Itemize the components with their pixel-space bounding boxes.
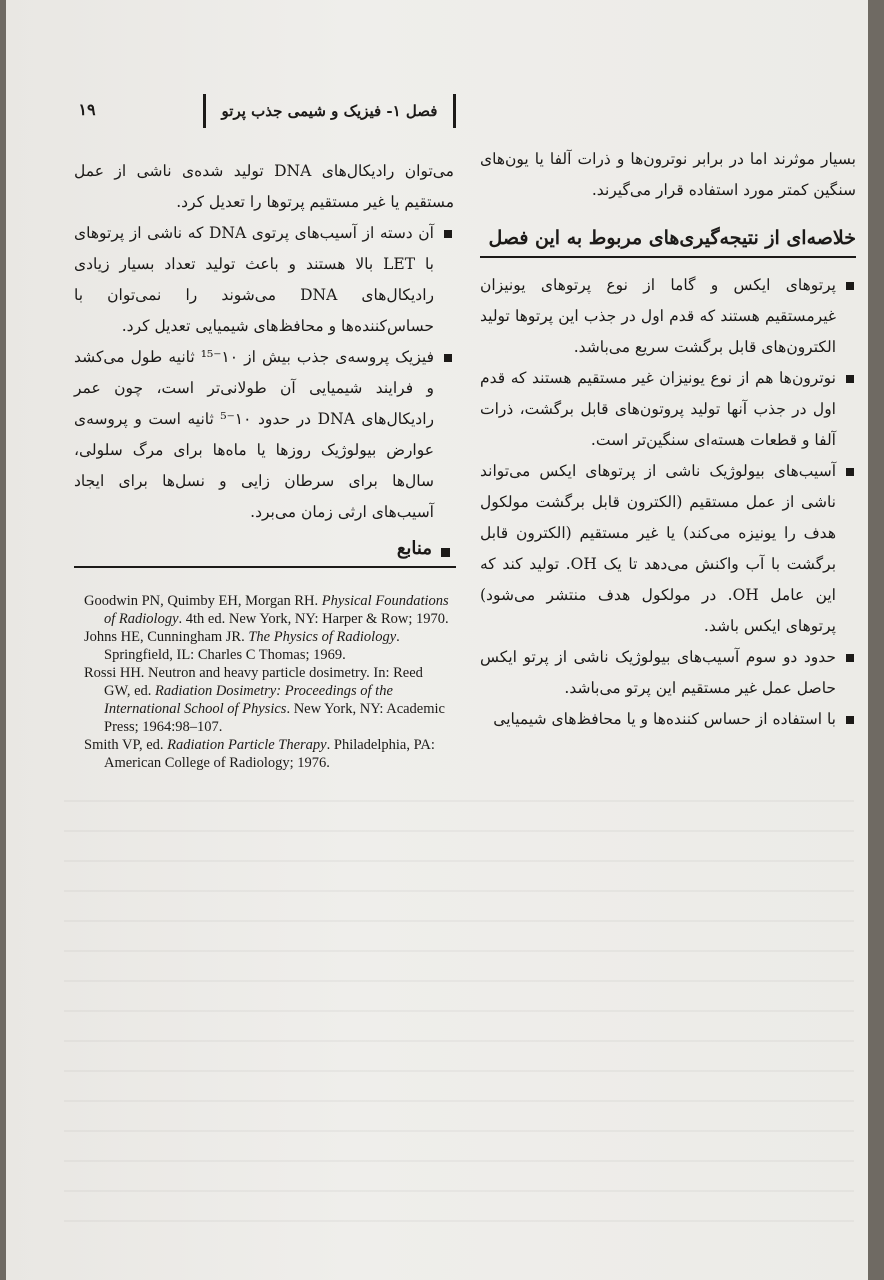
left-column	[74, 156, 454, 528]
reference-item: Smith VP, ed. Radiation Particle Therapy. Philadelphia, PA: American College of Radiology; 1976.	[84, 737, 435, 771]
reference-title: Physical Foundations of Radiology	[104, 593, 449, 627]
reference-item: Goodwin PN, Quimby EH, Morgan RH. Physical Foundations of Radiology. 4th ed. New York, NY: Harper & Row; 1970.	[84, 593, 449, 627]
references-heading	[74, 536, 456, 568]
summary-section-heading: خلاصه‌ای از نتیجه‌گیری‌های مربوط به این فصل	[480, 222, 856, 258]
references-heading-label: منابع	[396, 538, 432, 559]
reference-item: Johns HE, Cunningham JR. The Physics of Radiology. Springfield, IL: Charles C Thomas; 1969.	[84, 629, 400, 663]
bullet-item: آسیب‌های بیولوژیک ناشی از پرتوهای ایکس می‌تواند ناشی از عمل مستقیم (الکترون قابل برگشت مولکول هدف را یونیزه می‌کند) یا غیر مستقیم (الکترون قابل برگشت با آب واکنش می‌دهد تا یک OH. تولید کند که این عامل OH. در مولکول هدف منتشر می‌شود) پرتوهای ایکس باشد.	[480, 456, 856, 642]
reference-list	[84, 592, 452, 772]
summary-bullet-list	[480, 270, 856, 735]
reference-title: Radiation Dosimetry: Proceedings of the International School of Physics	[104, 683, 393, 717]
left-column-intro: می‌توان رادیکال‌های DNA تولید شده‌ی ناشی از عمل مستقیم یا غیر مستقیم پرتوها را تعدیل کرد.	[74, 162, 454, 211]
reference-item: Rossi HH. Neutron and heavy particle dosimetry. In: Reed GW, ed. Radiation Dosimetry: Proceedings of the International School of Physics. New York, NY: Academic Press; 1964:98–107.	[84, 665, 445, 735]
bullet-item: فیزیک پروسه‌ی جذب بیش از ۱۰⁻¹⁵ ثانیه طول می‌کشد و فرایند شیمیایی آن طولانی‌تر است، چون عمر رادیکال‌های DNA در حدود ۱۰⁻⁵ ثانیه است و پروسه‌ی عوارض بیولوژیک روزها یا ماه‌ها برای مرگ سلولی، سال‌ها برای سرطان زایی و نسل‌ها برای ایجاد آسیب‌های ارثی زمان می‌برد.	[74, 342, 454, 528]
reference-title: Radiation Particle Therapy	[167, 737, 327, 753]
chapter-running-title: فصل ۱- فیزیک و شیمی جذب پرتو	[203, 94, 456, 128]
bullet-square-icon	[441, 548, 450, 557]
reference-title: The Physics of Radiology	[248, 629, 397, 645]
page-number: ۱۹	[78, 100, 96, 119]
bullet-item: آن دسته از آسیب‌های پرتوی DNA که ناشی از پرتوهای با LET بالا هستند و باعث تولید تعداد بسیار زیادی رادیکال‌های DNA می‌شوند را نمی‌توان با حساس‌کننده‌ها و محافظ‌های شیمیایی تعدیل کرد.	[74, 218, 454, 342]
bullet-item: با استفاده از حساس کننده‌ها و یا محافظ‌های شیمیایی	[480, 704, 856, 735]
right-column	[480, 144, 856, 735]
right-column-intro: بسیار موثرند اما در برابر نوترون‌ها و ذرات آلفا یا یون‌های سنگین کمتر مورد استفاده قرار می‌گیرند.	[480, 150, 856, 199]
left-bullet-list	[74, 218, 454, 528]
bullet-item: پرتوهای ایکس و گاما از نوع پرتوهای یونیزان غیرمستقیم هستند که قدم اول در جذب این پرتوها تولید الکترون‌های قابل برگشت سریع می‌باشد.	[480, 270, 856, 363]
bleed-through-text	[64, 800, 854, 1240]
book-page	[6, 0, 868, 1280]
bullet-item: حدود دو سوم آسیب‌های بیولوژیک ناشی از پرتو ایکس حاصل عمل غیر مستقیم این پرتو می‌باشد.	[480, 642, 856, 704]
bullet-item: نوترون‌ها هم از نوع یونیزان غیر مستقیم هستند که قدم اول در جذب آنها تولید پروتون‌های قابل برگشت، ذرات آلفا و قطعات هسته‌ای سنگین‌تر است.	[480, 363, 856, 456]
